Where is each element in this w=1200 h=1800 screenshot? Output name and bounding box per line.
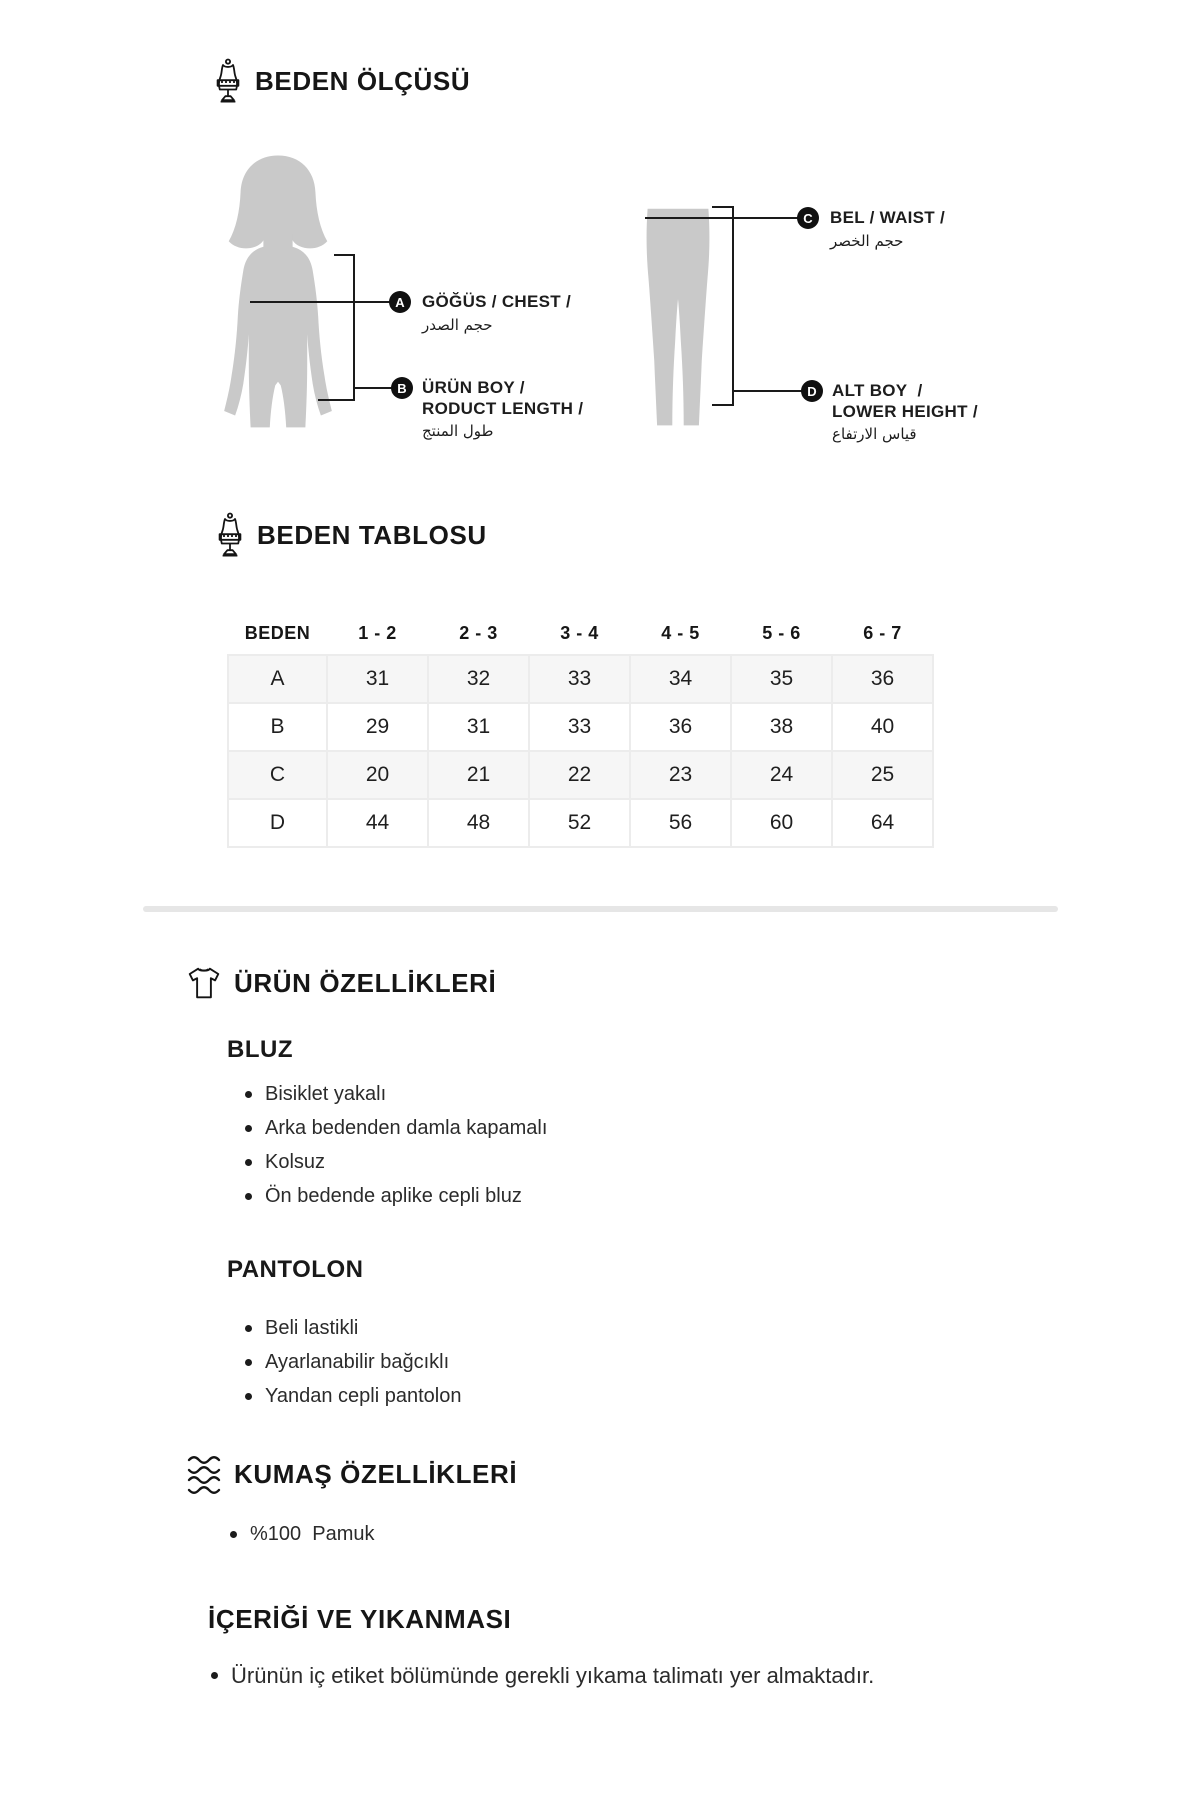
list-item xyxy=(245,1150,547,1175)
table-header-cell: 3 - 4 xyxy=(529,612,630,655)
waist-measure-line xyxy=(645,217,798,219)
group-heading-bluz: BLUZ xyxy=(227,1036,293,1063)
fabric-weave-icon xyxy=(186,1452,222,1496)
bullet-dot xyxy=(211,1672,218,1679)
label-product-length xyxy=(422,378,583,441)
lower-bracket-vertical xyxy=(732,206,734,406)
table-header-cell: 6 - 7 xyxy=(832,612,933,655)
size-table-header xyxy=(215,512,487,558)
badge-c: C xyxy=(797,207,819,229)
table-cell: 36 xyxy=(832,655,933,703)
table-cell: 33 xyxy=(529,703,630,751)
fabric-list xyxy=(230,1522,375,1547)
bullet-dot xyxy=(230,1531,237,1538)
care-list xyxy=(211,1660,951,1692)
bullet-dot xyxy=(245,1091,252,1098)
table-cell: 36 xyxy=(630,703,731,751)
lower-bracket-top-tick xyxy=(712,206,734,208)
size-guide-title: BEDEN ÖLÇÜSÜ xyxy=(255,65,471,96)
fabric-title: KUMAŞ ÖZELLİKLERİ xyxy=(234,1458,518,1489)
list-item-text: Beli lastikli xyxy=(265,1317,359,1339)
table-cell: 22 xyxy=(529,751,630,799)
table-cell: 23 xyxy=(630,751,731,799)
table-header-row xyxy=(228,612,933,655)
list-item-text: Kolsuz xyxy=(265,1151,326,1173)
row-label: C xyxy=(228,751,327,799)
table-cell: 25 xyxy=(832,751,933,799)
table-cell: 31 xyxy=(327,655,428,703)
list-item xyxy=(245,1184,547,1209)
table-cell: 32 xyxy=(428,655,529,703)
label-product-length-text1: ÜRÜN BOY / xyxy=(422,378,525,397)
lower-measure-line xyxy=(732,390,802,392)
pants-silhouette xyxy=(640,205,716,431)
list-item-text: Ürünün iç etiket bölümünde gerekli yıkama talimatı yer almaktadır. xyxy=(231,1663,875,1688)
product-features-title: ÜRÜN ÖZELLİKLERİ xyxy=(234,967,497,998)
bluz-feature-list xyxy=(245,1082,547,1209)
label-lower-height-text1: ALT BOY / xyxy=(832,381,923,400)
table-cell: 60 xyxy=(731,799,832,847)
size-table xyxy=(227,612,934,848)
girl-silhouette xyxy=(205,148,351,433)
list-item xyxy=(245,1350,461,1375)
table-header-cell: 1 - 2 xyxy=(327,612,428,655)
table-row xyxy=(228,703,933,751)
table-cell: 20 xyxy=(327,751,428,799)
bullet-dot xyxy=(245,1359,252,1366)
list-item xyxy=(211,1660,951,1692)
table-row xyxy=(228,655,933,703)
table-header-cell: 4 - 5 xyxy=(630,612,731,655)
badge-b: B xyxy=(391,377,413,399)
table-header-cell: BEDEN xyxy=(228,612,327,655)
table-cell: 56 xyxy=(630,799,731,847)
list-item-text: Bisiklet yakalı xyxy=(265,1083,387,1105)
table-header-cell: 2 - 3 xyxy=(428,612,529,655)
table-row xyxy=(228,799,933,847)
length-bracket-vertical xyxy=(353,254,355,401)
row-label: A xyxy=(228,655,327,703)
table-cell: 29 xyxy=(327,703,428,751)
table-cell: 24 xyxy=(731,751,832,799)
list-item xyxy=(245,1082,547,1107)
bullet-dot xyxy=(245,1193,252,1200)
list-item xyxy=(245,1316,461,1341)
label-product-length-arabic: طول المنتج xyxy=(422,422,494,441)
table-cell: 33 xyxy=(529,655,630,703)
label-lower-height-arabic: قياس الارتفاع xyxy=(832,425,917,444)
list-item-text: Arka bedenden damla kapamalı xyxy=(265,1117,548,1139)
table-cell: 52 xyxy=(529,799,630,847)
table-row xyxy=(228,751,933,799)
table-cell: 35 xyxy=(731,655,832,703)
care-title: İÇERİĞİ VE YIKANMASI xyxy=(208,1604,512,1634)
label-waist xyxy=(830,208,945,250)
row-label: D xyxy=(228,799,327,847)
label-product-length-text2: RODUCT LENGTH / xyxy=(422,398,584,418)
label-waist-text: BEL / WAIST / xyxy=(830,208,946,227)
list-item-text: Yandan cepli pantolon xyxy=(265,1385,462,1407)
label-waist-arabic: حجم الخصر xyxy=(830,231,904,250)
size-table-title: BEDEN TABLOSU xyxy=(257,519,487,550)
table-cell: 21 xyxy=(428,751,529,799)
list-item xyxy=(245,1116,547,1141)
list-item xyxy=(245,1384,461,1409)
bullet-dot xyxy=(245,1393,252,1400)
bullet-dot xyxy=(245,1159,252,1166)
table-cell: 31 xyxy=(428,703,529,751)
label-lower-height xyxy=(832,381,978,444)
product-features-header xyxy=(186,966,496,1000)
row-label: B xyxy=(228,703,327,751)
lower-bracket-bottom-tick xyxy=(712,404,734,406)
label-lower-height-text2: LOWER HEIGHT / xyxy=(832,401,978,421)
bullet-dot xyxy=(245,1325,252,1332)
table-cell: 38 xyxy=(731,703,832,751)
section-divider xyxy=(143,906,1058,912)
list-item-text: Ayarlanabilir bağcıklı xyxy=(265,1351,450,1373)
table-cell: 48 xyxy=(428,799,529,847)
table-header-cell: 5 - 6 xyxy=(731,612,832,655)
table-cell: 44 xyxy=(327,799,428,847)
tshirt-icon xyxy=(186,966,222,1000)
list-item xyxy=(230,1522,375,1547)
chest-measure-line xyxy=(250,301,390,303)
pantolon-feature-list xyxy=(245,1316,461,1409)
label-chest xyxy=(422,292,571,334)
badge-a: A xyxy=(389,291,411,313)
badge-d: D xyxy=(801,380,823,402)
list-item-text: Ön bedende aplike cepli bluz xyxy=(265,1185,522,1207)
mannequin-icon xyxy=(213,58,243,104)
mannequin-icon xyxy=(215,512,245,558)
fabric-header xyxy=(186,1452,517,1496)
length-measure-line xyxy=(353,387,393,389)
table-cell: 40 xyxy=(832,703,933,751)
label-chest-text: GÖĞÜS / CHEST / xyxy=(422,292,572,311)
bullet-dot xyxy=(245,1125,252,1132)
list-item-text: %100 Pamuk xyxy=(250,1523,375,1545)
table-cell: 64 xyxy=(832,799,933,847)
length-bracket-bottom-tick xyxy=(318,399,355,401)
length-bracket-top-tick xyxy=(334,254,355,256)
table-cell: 34 xyxy=(630,655,731,703)
group-heading-pantolon: PANTOLON xyxy=(227,1256,364,1283)
label-chest-arabic: حجم الصدر xyxy=(422,315,493,334)
size-guide-header xyxy=(213,58,470,104)
